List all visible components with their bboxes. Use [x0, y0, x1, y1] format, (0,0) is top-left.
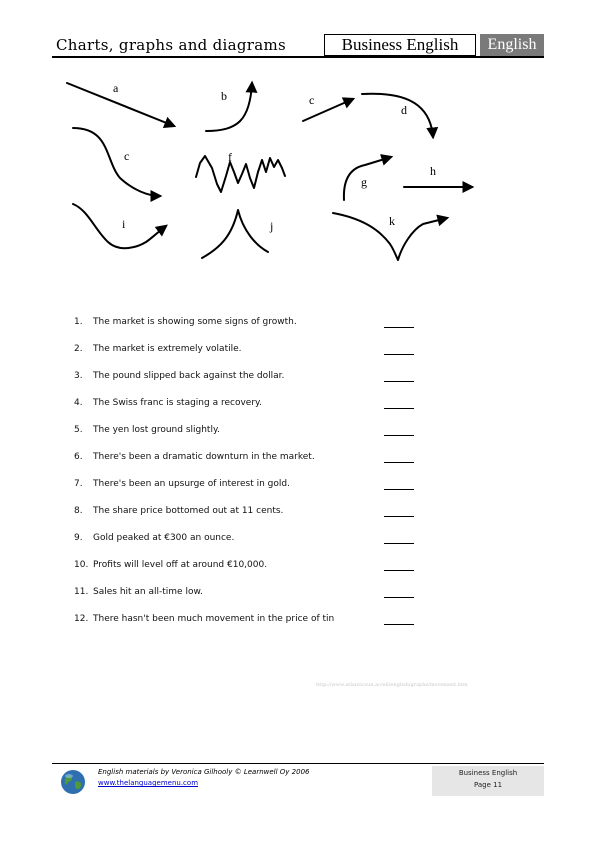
source-url[interactable]: http://www.atlanticsun.ac/ell/english/graphs/movement.htm [316, 682, 468, 688]
question-number: 5. [74, 425, 83, 435]
list-item [74, 371, 419, 398]
graph-a [67, 83, 174, 126]
answer-blank[interactable] [384, 543, 414, 544]
globe-icon [60, 769, 86, 795]
answer-blank[interactable] [384, 489, 414, 490]
graph-label-d: d [401, 103, 407, 117]
graph-g [344, 157, 391, 200]
question-text: The market is extremely volatile. [93, 344, 242, 354]
question-number: 12. [74, 614, 89, 624]
question-number: 6. [74, 452, 83, 462]
footer-course: Business English [458, 769, 518, 777]
list-item [74, 344, 419, 371]
answer-blank[interactable] [384, 570, 414, 571]
list-item [74, 533, 419, 560]
graph-label-k: k [389, 214, 395, 228]
graph-label-b: b [221, 89, 227, 103]
graph-label-a: a [113, 81, 119, 95]
graph-d [362, 94, 433, 137]
footer-divider [52, 763, 544, 764]
answer-blank[interactable] [384, 327, 414, 328]
graph-label-h: h [430, 164, 436, 178]
page-title: Charts, graphs and diagrams [56, 36, 287, 54]
page-number: Page 11 [473, 781, 503, 789]
question-number: 7. [74, 479, 83, 489]
question-text: There hasn't been much movement in the price of tin [93, 614, 335, 624]
list-item [74, 587, 419, 614]
answer-blank[interactable] [384, 516, 414, 517]
list-item [74, 425, 419, 452]
list-item [74, 560, 419, 587]
graph-b [206, 83, 252, 131]
question-text: Gold peaked at €300 an ounce. [93, 533, 235, 543]
footer-link[interactable]: www.thelanguagemenu.com [98, 779, 199, 787]
graph-e [73, 128, 160, 196]
question-text: The share price bottomed out at 11 cents. [93, 506, 284, 516]
answer-blank[interactable] [384, 408, 414, 409]
graph-i [73, 204, 166, 248]
graph-j [202, 210, 268, 258]
graph-label-c: c [309, 93, 315, 107]
subject-tag: English [480, 34, 544, 56]
answer-blank[interactable] [384, 435, 414, 436]
question-number: 2. [74, 344, 83, 354]
answer-blank[interactable] [384, 597, 414, 598]
question-text: The market is showing some signs of growth. [93, 317, 297, 327]
footer-page-box [432, 766, 544, 796]
question-number: 9. [74, 533, 83, 543]
question-number: 3. [74, 371, 83, 381]
question-number: 1. [74, 317, 83, 327]
question-number: 8. [74, 506, 83, 516]
list-item [74, 614, 419, 641]
question-list [74, 317, 419, 641]
page-header [52, 34, 544, 58]
question-number: 10. [74, 560, 89, 570]
list-item [74, 479, 419, 506]
question-number: 4. [74, 398, 83, 408]
question-text: Profits will level off at around €10,000. [93, 560, 268, 570]
graph-label-f: f [228, 150, 232, 164]
answer-blank[interactable] [384, 462, 414, 463]
list-item [74, 398, 419, 425]
question-text: There's been a dramatic downturn in the market. [93, 452, 315, 462]
list-item [74, 506, 419, 533]
answer-blank[interactable] [384, 354, 414, 355]
graph-label-j: j [270, 219, 274, 233]
question-text: Sales hit an all-time low. [93, 587, 203, 597]
graph-label-i: i [122, 217, 126, 231]
trend-graphs [0, 60, 595, 270]
answer-blank[interactable] [384, 624, 414, 625]
graph-label-g: g [361, 175, 367, 189]
footer-credit [98, 767, 310, 789]
answer-blank[interactable] [384, 381, 414, 382]
graph-f [196, 156, 285, 192]
footer-credit-text: English materials by Veronica Gilhooly © Learnwell Oy 2006 [98, 768, 310, 776]
question-text: There's been an upsurge of interest in gold. [93, 479, 290, 489]
course-label: Business English [324, 34, 476, 56]
question-number: 11. [74, 587, 89, 597]
question-text: The yen lost ground slightly. [93, 425, 220, 435]
question-text: The Swiss franc is staging a recovery. [93, 398, 262, 408]
list-item [74, 317, 419, 344]
graph-label-e: c [124, 149, 130, 163]
list-item [74, 452, 419, 479]
question-text: The pound slipped back against the dollar. [93, 371, 285, 381]
